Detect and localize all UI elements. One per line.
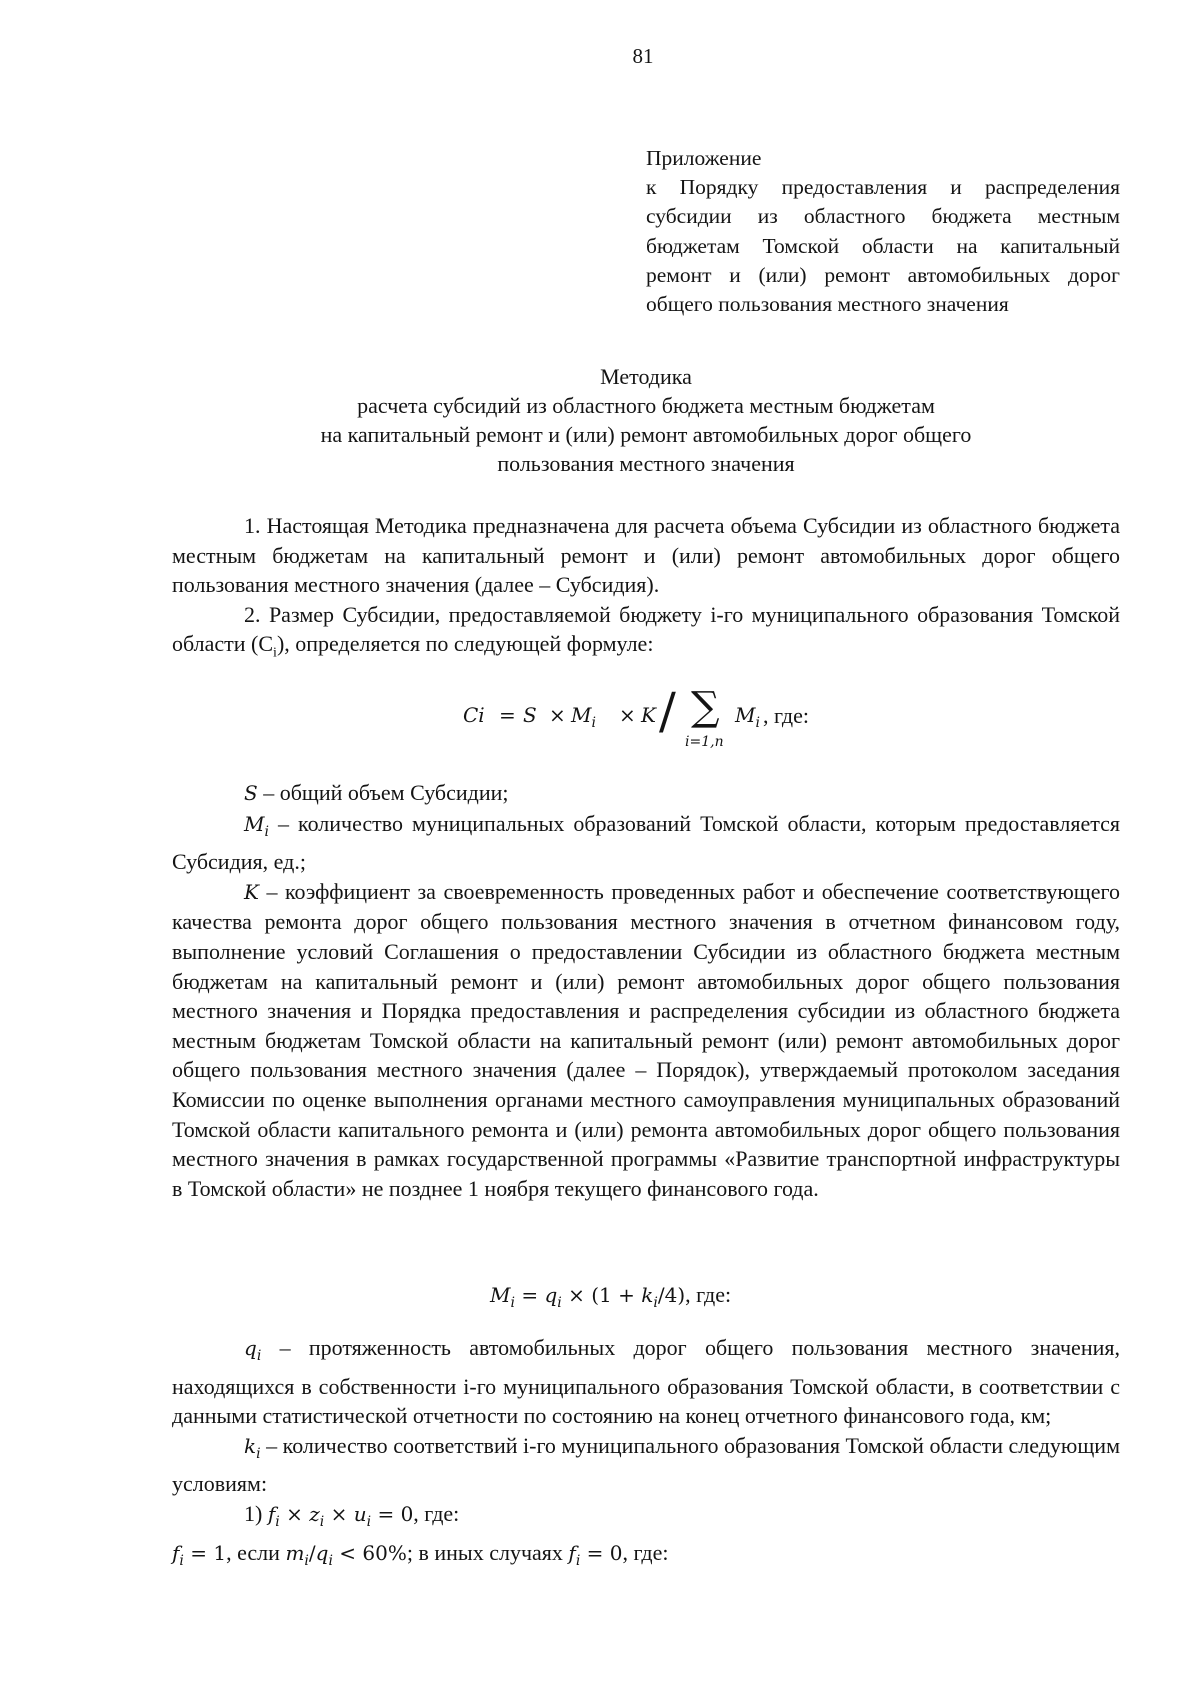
condition-1-times-2: × (330, 1501, 348, 1526)
formula2-q (544, 1283, 562, 1311)
definition-q-subscript: i (256, 1348, 262, 1364)
formula2-q-subscript: i (557, 1295, 562, 1311)
formula2-eq: = (521, 1283, 539, 1307)
page-number: 81 (632, 44, 654, 68)
body-section-2 (172, 778, 1120, 1203)
formula1-m2-subscript: i (755, 715, 760, 731)
condition-1-z-subscript: i (319, 1513, 325, 1530)
definition-m-text: – количество муниципальных образований Томской области, которым предоставляется Субсидия, ед.; (172, 810, 1120, 875)
formula1-tail: , где: (763, 703, 809, 728)
formula2-k-symbol: k (641, 1283, 654, 1307)
definition-s-symbol: S (244, 781, 258, 805)
definition-ki-text: – количество соответствий i-го муниципального образования Томской области следующим условиям: (172, 1432, 1120, 1497)
condition-1-number: 1) (244, 1500, 263, 1526)
heading-line-3: на капитальный ремонт и (или) ремонт автомобильных дорог общего (320, 422, 972, 447)
formula2-q-symbol: q (544, 1283, 558, 1307)
formula2-m-subscript: i (510, 1295, 515, 1311)
formula1-m2-symbol: M (735, 703, 756, 727)
condition-1-formula (267, 1501, 414, 1530)
condition-1-u-subscript: i (366, 1513, 372, 1530)
formula1-slash: / (659, 682, 676, 740)
paragraph-2 (172, 600, 1120, 669)
condition-1-z: z (309, 1501, 320, 1526)
body-section-3 (172, 1333, 1120, 1576)
condition-2-f-subscript: i (179, 1552, 184, 1569)
formula1-m2 (735, 703, 760, 731)
condition-1 (172, 1499, 1120, 1538)
heading-line-1: Методика (600, 364, 692, 389)
formula2-open: (1 + (591, 1283, 635, 1307)
body-section-1 (172, 511, 1120, 668)
definition-k (172, 877, 1120, 1204)
condition-1-eq: = 0 (377, 1501, 414, 1526)
formula1-times-2: × (619, 703, 636, 727)
paragraph-2-text-end: ), определяется по следующей формуле: (276, 631, 654, 657)
paragraph-2-subscript: i (273, 645, 277, 661)
definition-ki-letter: k (244, 1433, 257, 1458)
condition-1-u: u (353, 1501, 367, 1526)
definition-ki (172, 1431, 1120, 1499)
definition-q-letter: q (244, 1336, 257, 1360)
definition-m (172, 809, 1120, 877)
condition-1-f-subscript: i (275, 1513, 280, 1530)
condition-1-tail: , где: (413, 1500, 460, 1526)
formula1-lhs: Ci (463, 703, 485, 727)
formula2-m-symbol: M (490, 1283, 511, 1307)
appendix-text: к Порядку предоставления и распределения субсидии из областного бюджета местным бюджетам Томской области на капитальный ремонт и (или) ремонт автомобильных дорог общего пользования местного значения (646, 175, 1120, 317)
formula1-times-1: × (549, 703, 566, 727)
formula2-k-subscript: i (653, 1295, 658, 1311)
definition-k-text: – коэффициент за своевременность проведенных работ и обеспечение соответствующего качества ремонта дорог общего пользования местного значения в отчетном финансовом году, выполнение условий Соглашения о предоставлении Субсидии из областного бюджета местным бюджетам на капитальный ремонт и (или) ремонт автомобильных дорог общего пользования местного значения и Порядка предоставления и распределения субсидии из областного бюджета местным бюджетам Томской области на капитальный ремонт (или) ремонт автомобильных дорог общего пользования местного значения (далее – Порядок), утверждаемый протоколом заседания Комиссии по оценке выполнения органами местного самоуправления муниципальных образований Томской области капитального ремонта и (или) ремонта автомобильных дорог общего пользования местного значения в рамках государственной программы «Развитие транспортной инфраструктуры в Томской области» не позднее 1 ноября текущего финансового года. (172, 878, 1120, 1201)
definition-ki-symbol (244, 1433, 261, 1462)
paragraph-2-text: 2. Размер Субсидии, предоставляемой бюджету i-го муниципального образования Томской области (C (172, 601, 1120, 657)
condition-2-f2-subscript: i (575, 1552, 581, 1569)
formula1-s: S (523, 703, 537, 727)
condition-2-slash: / (308, 1540, 316, 1565)
condition-2-f2-letter: f (568, 1540, 576, 1565)
heading-line-2: расчета субсидий из областного бюджета местным бюджетам (357, 393, 935, 418)
condition-2-q-subscript: i (328, 1552, 333, 1569)
condition-2-eq2: = 0 (586, 1540, 623, 1565)
paragraph-1: 1. Настоящая Методика предназначена для расчета объема Субсидии из областного бюджета местным бюджетам на капитальный ремонт и (или) ремонт автомобильных дорог общего пользования местного значения (далее – Субсидия). (172, 513, 1120, 598)
condition-2-lt: < 60% (339, 1540, 407, 1565)
condition-2-tail: , где: (622, 1539, 669, 1565)
condition-2-eq: = 1 (190, 1540, 227, 1565)
formula1-k: K (641, 703, 656, 727)
definition-q (172, 1333, 1120, 1431)
appendix-title: Приложение (646, 146, 762, 170)
heading-line-4: пользования местного значения (497, 451, 795, 476)
definition-q-text: – протяженность автомобильных дорог общего пользования местного значения, находящихся в собственности i-го муниципального образования Томской области, в соответствии с данными статистической отчетности по состоянию на конец отчетного финансового года, км; (172, 1335, 1120, 1429)
definition-m-symbol (244, 811, 269, 840)
formula1-m (571, 703, 596, 731)
condition-1-times-1: × (286, 1501, 303, 1526)
formula1-sum: ∑ (691, 684, 720, 730)
condition-2-q: q (315, 1540, 329, 1565)
definition-k-symbol: K (244, 879, 259, 904)
definition-s-text: – общий объем Субсидии; (257, 780, 509, 805)
condition-1-f: f (267, 1501, 276, 1526)
formula2-tail: , где: (685, 1282, 732, 1307)
appendix-block (646, 144, 1120, 319)
condition-2-ratio (285, 1540, 407, 1569)
formula1-m-symbol: M (571, 703, 592, 727)
formula2-times: × (568, 1283, 585, 1307)
condition-2 (172, 1538, 1120, 1577)
definition-s (172, 778, 1120, 809)
formula2-k (641, 1283, 658, 1311)
formula-subsidy (463, 682, 883, 762)
formula1-eq: = (499, 703, 516, 727)
condition-2-else: ; в иных случаях (406, 1539, 569, 1565)
definition-q-symbol (244, 1336, 262, 1364)
condition-2-f (172, 1540, 227, 1569)
definition-ki-subscript: i (256, 1445, 261, 1462)
condition-2-f2 (568, 1540, 623, 1569)
condition-2-m-subscript: i (304, 1552, 309, 1569)
definition-m-subscript: i (264, 823, 269, 840)
condition-2-if: , если (226, 1539, 286, 1565)
definition-m-letter: M (244, 811, 265, 836)
formula2-close: /4) (657, 1283, 686, 1307)
condition-2-f-letter: f (172, 1540, 180, 1565)
formula2-m (490, 1283, 515, 1311)
formula1-sum-range: i=1,n (685, 734, 724, 750)
condition-2-m: m (285, 1540, 305, 1565)
formula-mi (490, 1282, 840, 1311)
document-heading (172, 362, 1120, 478)
formula1-m-subscript: i (591, 715, 596, 731)
